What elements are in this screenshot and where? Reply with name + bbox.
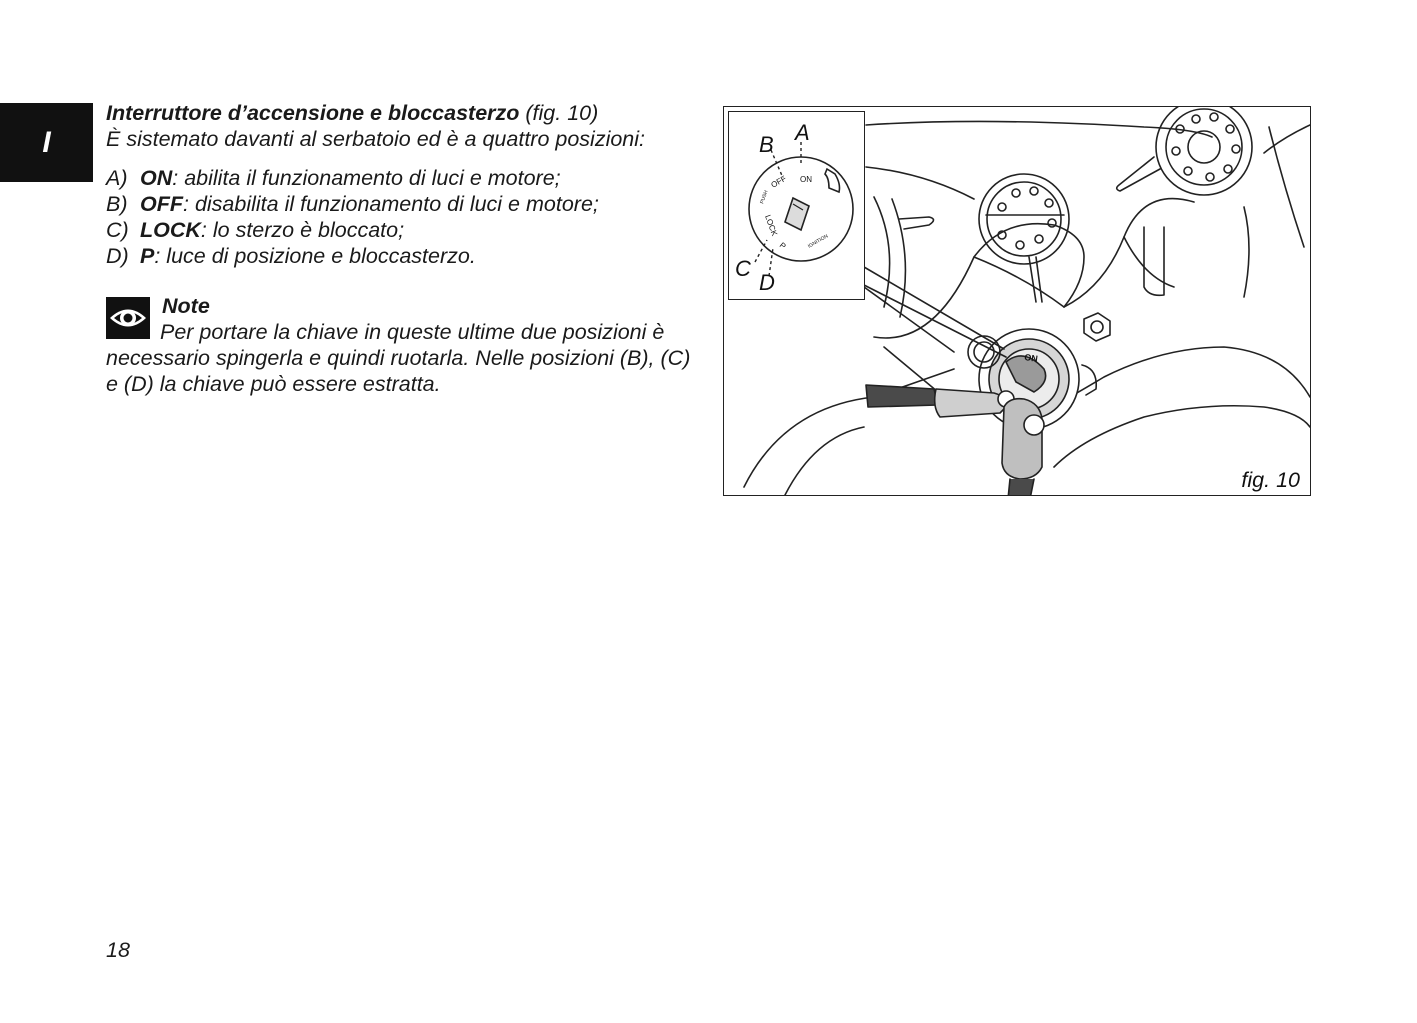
note-text: Per portare la chiave in queste ultime due posizioni è necessario spingerla e quindi ruotarla. Nelle posizioni (B), (C) e (D) la chiave può essere estratta. <box>106 320 691 396</box>
switch-on-label: ON <box>1023 352 1039 364</box>
dial-push-label: PUSH <box>759 189 770 205</box>
position-text: : luce di posizione e bloccasterzo. <box>154 244 476 268</box>
position-letter: D) <box>106 244 129 268</box>
callout-b: B <box>759 132 774 157</box>
section-heading <box>106 100 706 126</box>
page-number: 18 <box>106 938 130 962</box>
callout-a: A <box>795 120 810 145</box>
position-letter: B) <box>106 192 128 216</box>
dial-on-label: ON <box>800 175 812 184</box>
note-heading: Note <box>162 294 210 318</box>
position-key: ON <box>140 166 173 190</box>
position-item <box>106 217 706 243</box>
position-key: LOCK <box>140 218 201 242</box>
eye-icon <box>106 297 150 339</box>
dial-p-label: P <box>777 240 788 251</box>
position-text: : lo sterzo è bloccato; <box>200 218 405 242</box>
position-text: : disabilita il funzionamento di luci e motore; <box>183 192 599 216</box>
figure-caption: fig. 10 <box>1241 468 1300 492</box>
dial-off-label: OFF <box>769 173 788 190</box>
position-item <box>106 191 706 217</box>
section-subtitle: È sistemato davanti al serbatoio ed è a quattro posizioni: <box>106 127 646 151</box>
callout-c: C <box>735 256 751 281</box>
ignition-switch-figure <box>723 106 1311 496</box>
text-column <box>106 100 706 397</box>
dial-lock-label: LOCK <box>763 213 780 238</box>
position-key: P <box>140 244 155 268</box>
section-title: Interruttore d’accensione e bloccasterzo <box>106 101 520 125</box>
position-letter: A) <box>106 166 128 190</box>
dial-detail-inset <box>728 111 865 300</box>
callout-d: D <box>759 270 775 295</box>
position-key: OFF <box>140 192 183 216</box>
note-block <box>106 293 706 397</box>
language-tab-label: I <box>42 125 51 159</box>
position-text: : abilita il funzionamento di luci e motore; <box>172 166 561 190</box>
language-tab <box>0 103 93 182</box>
dial-ignition-label: IGNITION <box>807 233 830 250</box>
position-item <box>106 165 706 191</box>
position-item <box>106 243 706 269</box>
positions-list <box>106 165 706 269</box>
position-letter: C) <box>106 218 129 242</box>
figure-reference: (fig. 10) <box>525 101 599 125</box>
